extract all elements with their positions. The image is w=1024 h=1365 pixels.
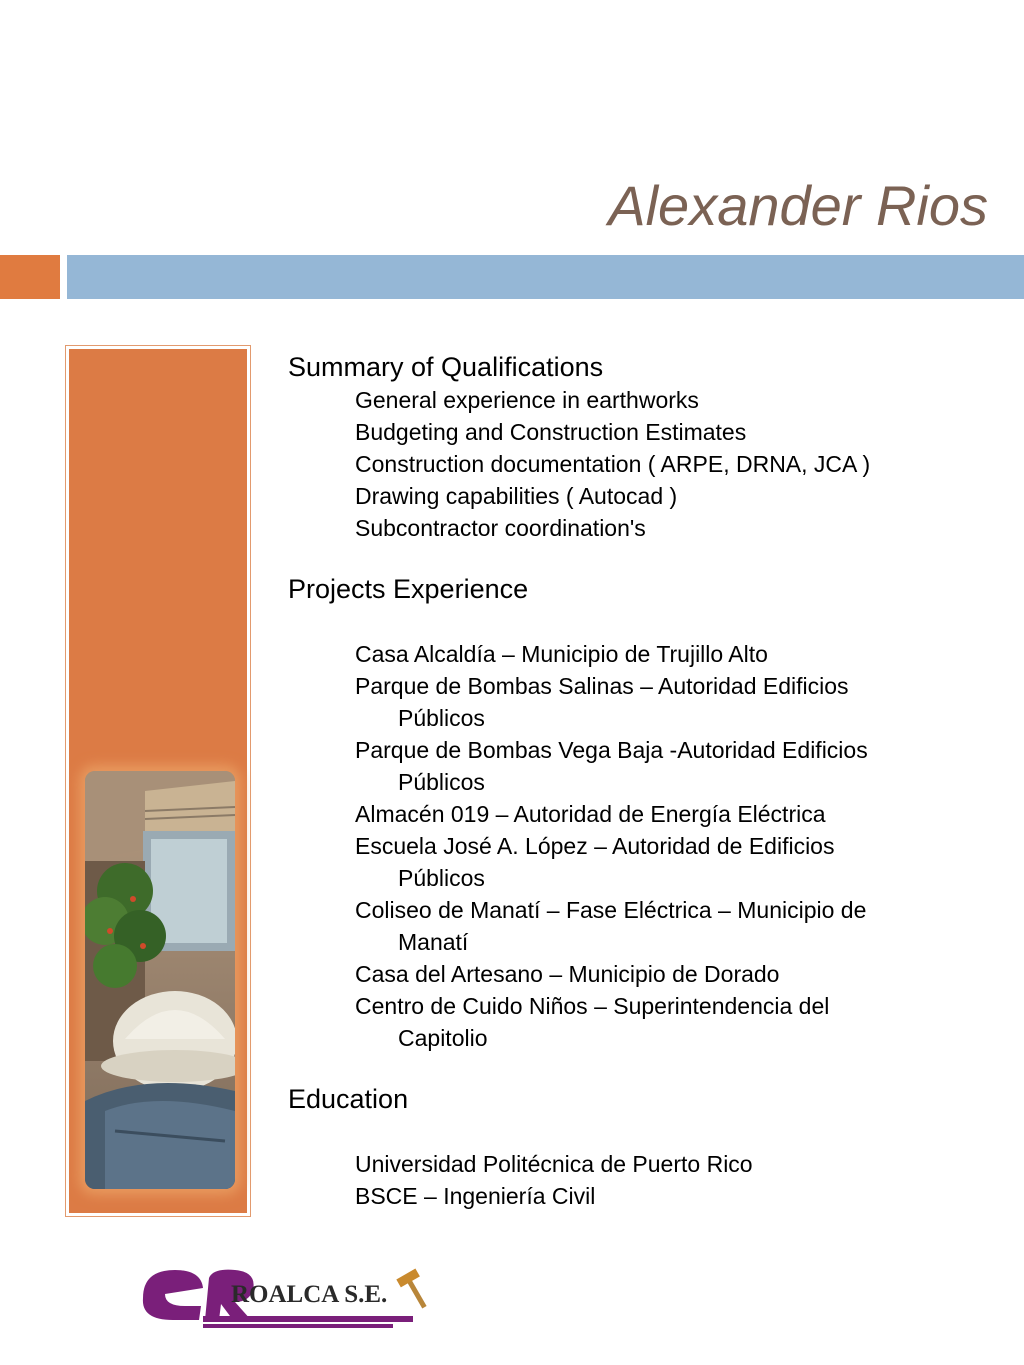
summary-heading: Summary of Qualifications	[288, 352, 604, 382]
hammer-icon	[396, 1269, 434, 1313]
project-item	[288, 958, 988, 990]
accent-bar-blue	[67, 255, 1024, 299]
project-line: Centro de Cuido Niños – Superintendencia del	[355, 993, 830, 1019]
project-item	[288, 638, 988, 670]
roalca-logo	[135, 1258, 445, 1338]
project-item	[288, 734, 988, 798]
summary-item: Drawing capabilities ( Autocad )	[355, 483, 678, 509]
accent-bar-orange	[0, 255, 60, 299]
summary-item: Construction documentation ( ARPE, DRNA, JCA )	[355, 451, 871, 477]
project-line: Casa del Artesano – Municipio de Dorado	[355, 961, 780, 987]
education-heading: Education	[288, 1084, 409, 1114]
project-line-cont: Públicos	[398, 769, 485, 795]
page-title: Alexander Rios	[608, 174, 988, 237]
summary-item: Subcontractor coordination's	[355, 515, 646, 541]
side-panel-fill	[69, 349, 247, 1213]
summary-item: General experience in earthworks	[355, 387, 699, 413]
project-line: Escuela José A. López – Autoridad de Edificios	[355, 833, 835, 859]
project-item	[288, 990, 988, 1054]
project-item	[288, 894, 988, 958]
project-line-cont: Públicos	[398, 865, 485, 891]
education-item: BSCE – Ingeniería Civil	[355, 1183, 596, 1209]
worker-hardhat-photo	[85, 771, 235, 1189]
education-item: Universidad Politécnica de Puerto Rico	[355, 1151, 753, 1177]
project-line-cont: Manatí	[398, 929, 469, 955]
project-item	[288, 798, 988, 830]
summary-item: Budgeting and Construction Estimates	[355, 419, 747, 445]
project-line: Almacén 019 – Autoridad de Energía Eléctrica	[355, 801, 826, 827]
project-line-cont: Capitolio	[398, 1025, 488, 1051]
projects-heading: Projects Experience	[288, 574, 529, 604]
project-item	[288, 830, 988, 894]
project-line: Parque de Bombas Vega Baja -Autoridad Edificios	[355, 737, 868, 763]
project-item	[288, 670, 988, 734]
project-line-cont: Públicos	[398, 705, 485, 731]
side-panel	[65, 345, 251, 1217]
logo-text: ROALCA S.E.	[231, 1281, 388, 1308]
resume-content	[288, 350, 988, 1212]
project-line: Casa Alcaldía – Municipio de Trujillo Alto	[355, 641, 768, 667]
project-line: Coliseo de Manatí – Fase Eléctrica – Municipio de	[355, 897, 867, 923]
project-line: Parque de Bombas Salinas – Autoridad Edificios	[355, 673, 849, 699]
